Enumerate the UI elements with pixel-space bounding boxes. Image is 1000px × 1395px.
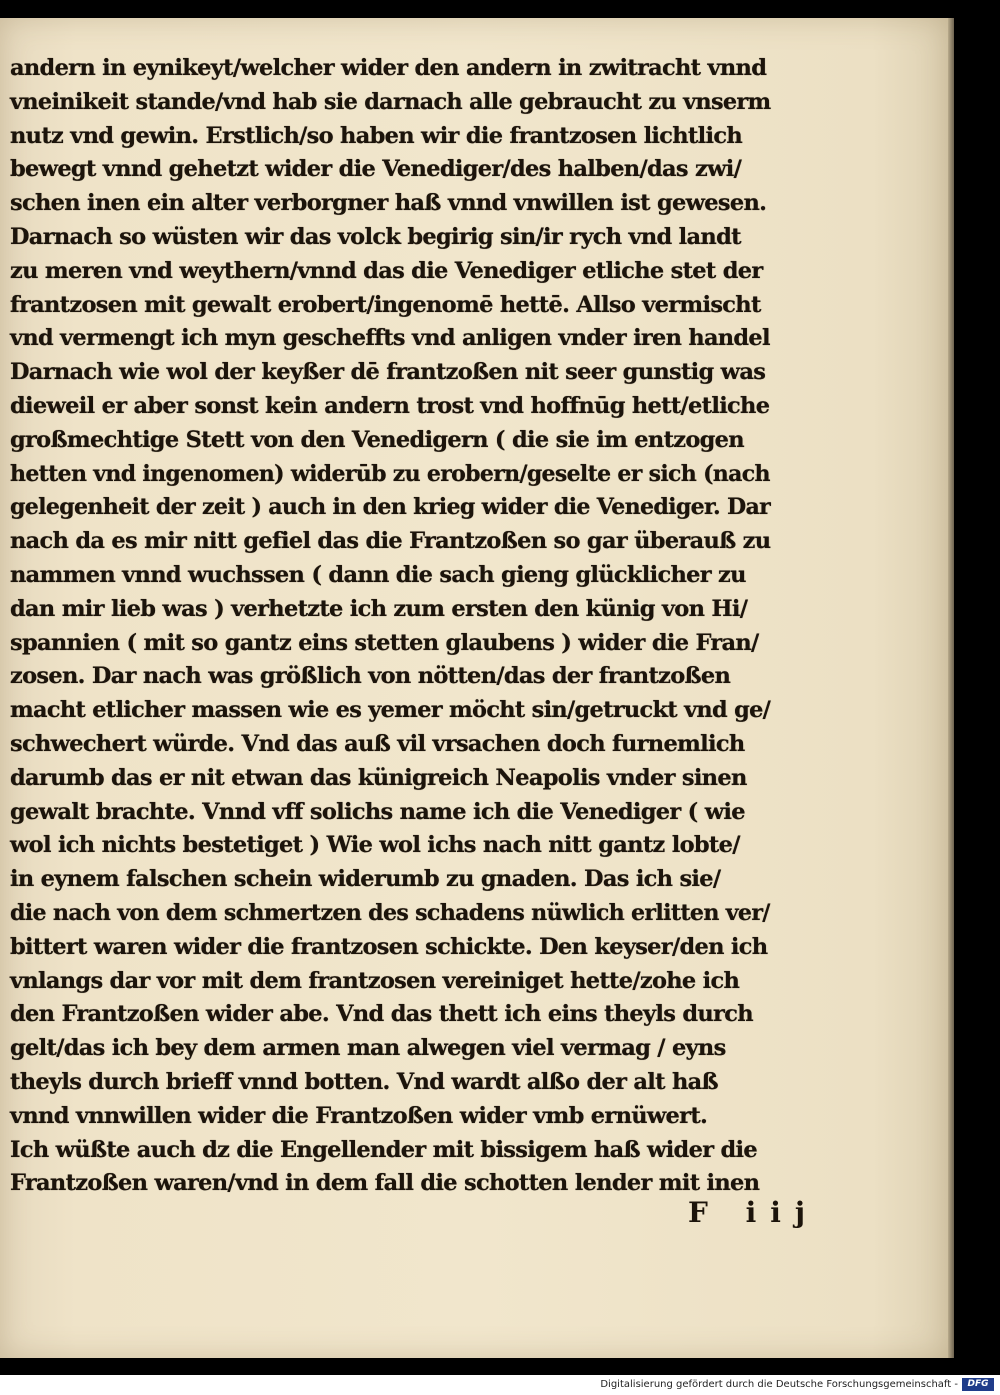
text-line: schen inen ein alter verborgner haß vnnd vnwillen ist gewesen. <box>10 190 767 217</box>
text-line: darumb das er nit etwan das künigreich Neapolis vnder sinen <box>10 764 747 791</box>
text-line: vneinikeit stande/vnd hab sie darnach alle gebraucht zu vnserm <box>10 88 771 115</box>
signature-mark: F iij <box>688 1196 820 1229</box>
footer-bar <box>0 1375 1000 1395</box>
text-line: vnd vermengt ich myn gescheffts vnd anligen vnder iren handel <box>10 325 770 352</box>
page-edge <box>948 18 954 1358</box>
text-line: nutz vnd gewin. Erstlich/so haben wir die frantzosen lichtlich <box>10 122 742 149</box>
text-line: hetten vnd ingenomen) widerūb zu erobern/geselte er sich (nach <box>10 460 770 487</box>
text-line: großmechtige Stett von den Venedigern ( die sie im entzogen <box>10 426 744 453</box>
text-line: wol ich nichts bestetiget ) Wie wol ichs nach nitt gantz lobte/ <box>10 832 740 859</box>
text-line: vnnd vnnwillen wider die Frantzoßen wider vmb ernüwert. <box>10 1102 708 1129</box>
text-line: macht etlicher massen wie es yemer möcht sin/getruckt vnd ge/ <box>10 697 771 724</box>
text-line: den Frantzoßen wider abe. Vnd das thett ich eins theyls durch <box>10 1001 753 1028</box>
text-line: Darnach wie wol der keyßer dē frantzoßen nit seer gunstig was <box>10 359 766 386</box>
text-line: zu meren vnd weythern/vnnd das die Venediger etliche stet der <box>10 257 763 284</box>
text-line: spannien ( mit so gantz eins stetten glaubens ) wider die Fran/ <box>10 629 759 656</box>
text-line: theyls durch brieff vnnd botten. Vnd wardt alßo der alt haß <box>10 1068 718 1095</box>
text-line: Ich wüßte auch dz die Engellender mit bissigem haß wider die <box>10 1136 757 1163</box>
text-line: die nach von dem schmertzen des schadens nüwlich erlitten ver/ <box>10 899 770 926</box>
text-line: in eynem falschen schein widerumb zu gnaden. Das ich sie/ <box>10 866 721 893</box>
text-line: dieweil er aber sonst kein andern trost vnd hoffnūg hett/etliche <box>10 392 770 419</box>
text-line: zosen. Dar nach was größlich von nötten/das der frantzoßen <box>10 663 731 690</box>
footer-credit: Digitalisierung gefördert durch die Deutsche Forschungsgemeinschaft - <box>600 1379 958 1390</box>
text-line: Frantzoßen waren/vnd in dem fall die schotten lender mit inen <box>10 1170 760 1197</box>
text-line: vnlangs dar vor mit dem frantzosen vereiniget hette/zohe ich <box>10 967 740 994</box>
text-line: frantzosen mit gewalt erobert/ingenomē hettē. Allso vermischt <box>10 291 761 318</box>
text-line: dan mir lieb was ) verhetzte ich zum ersten den künig von Hi/ <box>10 595 748 622</box>
text-line: andern in eynikeyt/welcher wider den andern in zwitracht vnnd <box>10 55 767 81</box>
text-line: gewalt brachte. Vnnd vff solichs name ich die Venediger ( wie <box>10 798 745 825</box>
text-line: Darnach so wüsten wir das volck begirig sin/ir rych vnd landt <box>10 223 741 250</box>
text-line: schwechert würde. Vnd das auß vil vrsachen doch furnemlich <box>10 730 745 757</box>
text-line: nach da es mir nitt gefiel das die Frantzoßen so gar überauß zu <box>10 528 771 555</box>
text-line: gelt/das ich bey dem armen man alwegen viel vermag / eyns <box>10 1035 726 1062</box>
text-line: bittert waren wider die frantzosen schickte. Den keyser/den ich <box>10 933 768 960</box>
text-line: gelegenheit der zeit ) auch in den krieg wider die Venediger. Dar <box>10 494 771 521</box>
text-line: bewegt vnnd gehetzt wider die Venediger/des halben/das zwi/ <box>10 156 742 183</box>
text-block <box>10 52 770 1201</box>
text-line: nammen vnnd wuchssen ( dann die sach gieng glücklicher zu <box>10 561 746 588</box>
dfg-logo-icon: DFG <box>962 1378 994 1391</box>
